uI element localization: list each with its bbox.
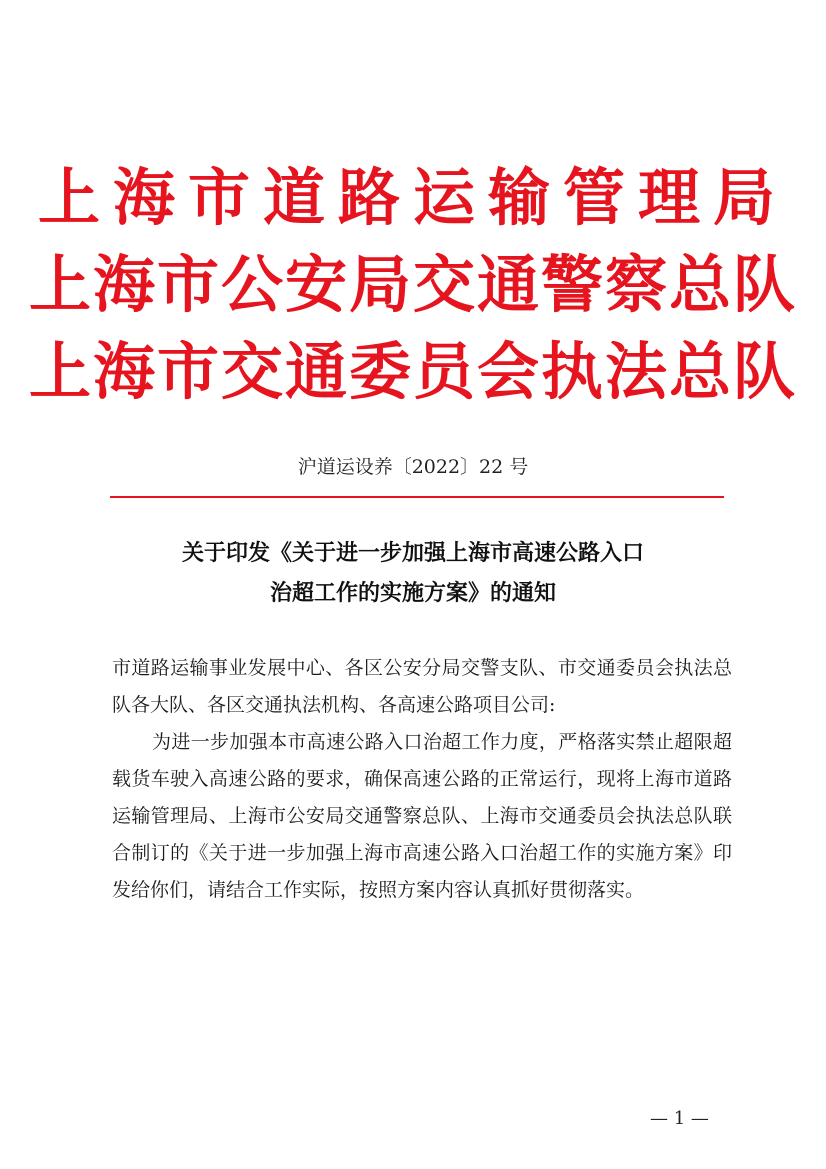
red-separator-line	[110, 496, 724, 498]
document-title-line-2: 治超工作的实施方案》的通知	[269, 581, 556, 606]
page-number: — 1 —	[650, 1108, 709, 1129]
issuing-agency-3: 上海市交通委员会执法总队	[28, 335, 797, 408]
document-title-line-1: 关于印发《关于进一步加强上海市高速公路入口	[181, 541, 644, 566]
addressee-paragraph: 市道路运输事业发展中心、各区公安分局交警支队、市交通委员会执法总队各大队、各区交通执法机构、各高速公路项目公司:	[112, 657, 732, 716]
document-number: 沪道运设养〔2022〕22 号	[297, 456, 529, 478]
issuing-agency-1: 上海市道路运输管理局	[37, 161, 788, 234]
body-paragraph: 为进一步加强本市高速公路入口治超工作力度，严格落实禁止超限超载货车驶入高速公路的要求，确保高速公路的正常运行，现将上海市道路运输管理局、上海市公安局交通警察总队、上海市交通委员会执法总队联合制订的《关于进一步加强上海市高速公路入口治超工作的实施方案》印发给你们，请结合工作实际，按照方案内容认真抓好贯彻落实。	[112, 731, 732, 901]
issuing-agency-2: 上海市公安局交通警察总队	[28, 248, 797, 321]
